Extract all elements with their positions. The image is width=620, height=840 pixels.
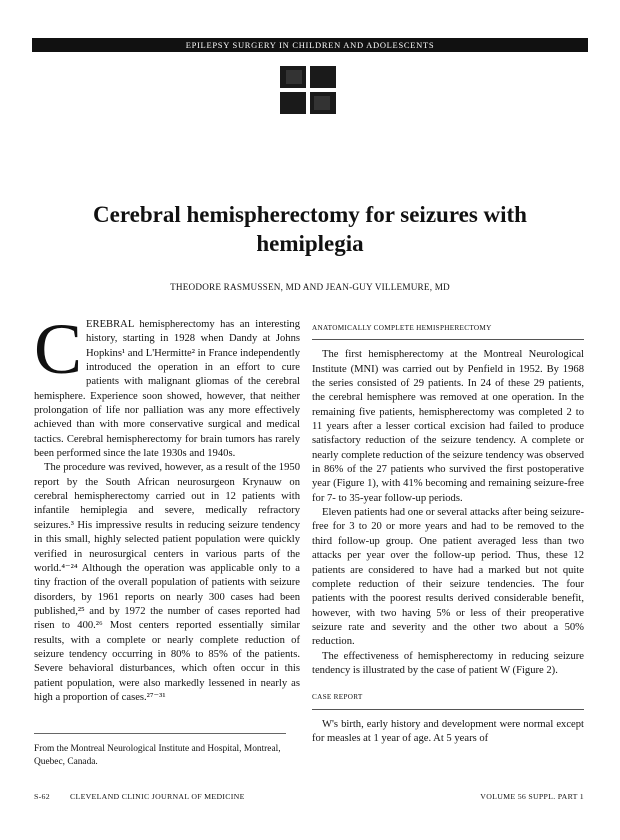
drop-cap: C <box>34 309 83 389</box>
section-banner: EPILEPSY SURGERY IN CHILDREN AND ADOLESCENTS <box>32 38 588 52</box>
paragraph: W's birth, early history and development were normal except for measles at 1 year of age. At 5 years of <box>312 718 584 744</box>
article-title: Cerebral hemispherectomy for seizures with hemiplegia <box>93 202 527 256</box>
journal-logo-icon <box>280 66 336 114</box>
journal-name: CLEVELAND CLINIC JOURNAL OF MEDICINE <box>70 792 245 801</box>
volume-info: VOLUME 56 SUPPL. PART 1 <box>480 792 584 801</box>
paragraph: The effectiveness of hemispherectomy in reducing seizure tendency is illustrated by the case of patient W (Figure 2). <box>312 650 584 676</box>
paragraph: The first hemispherectomy at the Montreal Neurological Institute (MNI) was carried out by Penfield in 1952. By 1968 the series consisted of 29 patients. In 24 of these 29 patients, the cerebral hemisphere was removed at one operation. In the remaining five patients, hemispherectomy was completed 2 to 11 years after a lesser cortical excision had failed to produce satisfactory reduction of the seizure tendency. A complete or nearly complete reduction of the seizure tendency was observed in 86% of the 27 patients who survived the first postoperative year (Figure 1), with 41% becoming and remaining seizure-free for 7- to 35-year follow-up periods. <box>312 349 584 504</box>
section-heading: ANATOMICALLY COMPLETE HEMISPHERECTOMY <box>312 321 584 340</box>
footnote-divider <box>34 733 286 734</box>
right-column <box>312 318 584 746</box>
section-heading: CASE REPORT <box>312 690 584 709</box>
paragraph: Eleven patients had one or several attacks after being seizure-free for 3 to 20 or more years and had to be removed to the third follow-up group. One patient averaged less than two attacks per year over the follow-up period. Thus, these 12 patients are considered to have had a marked but not quite complete reduction of their seizure tendencies. The four patients with the poorest results derived considerable benefit, however, with two having 5% or less of their preoperative seizure rate and severity and the other two about a 50% reduction. <box>312 507 584 648</box>
page-number: S-62 <box>34 792 50 801</box>
paragraph: EREBRAL hemispherectomy has an interesting history, starting in 1928 when Dandy at Johns Hopkins¹ and L'Hermitte² in France independently introduced the operation in an effort to cure patients with malignant gliomas of the cerebral hemisphere. Experience soon showed, however, that neither prolongation of life nor palliation was any more effectively achieved than with more conservative surgical and medical tactics. Cerebral hemispherectomy for brain tumors has rarely been performed since the late 1930s and 1940s. <box>34 319 300 460</box>
paragraph: The procedure was revived, however, as a result of the 1950 report by the South African neurosurgeon Krynauw on cerebral hemispherectomy carried out in 12 patients with infantile hemiplegia and severe, medically refractory seizures.³ His impressive results in reducing seizure tendency in this small, highly selected patient population were quickly verified in neurosurgical centers in various parts of the world.⁴⁻²⁴ Although the operation was applicable only to a tiny fraction of the overall population of patients with seizure disorders, by 1961 reports on nearly 300 cases had been published,²⁵ and by 1972 the number of cases reported had risen to 400.²⁶ Most centers reported essentially similar results, with a complete or nearly complete reduction of seizure tendency occurring in 80% to 85% of the patients. Severe behavioral disturbances, which often occur in this patient population, were also markedly lessened in nearly as high a proportion of cases.²⁷⁻³¹ <box>34 462 300 703</box>
author-line: THEODORE RASMUSSEN, MD AND JEAN-GUY VILLEMURE, MD <box>170 282 450 292</box>
left-column <box>34 309 300 705</box>
affiliation-note: From the Montreal Neurological Institute and Hospital, Montreal, Quebec, Canada. <box>34 744 281 767</box>
